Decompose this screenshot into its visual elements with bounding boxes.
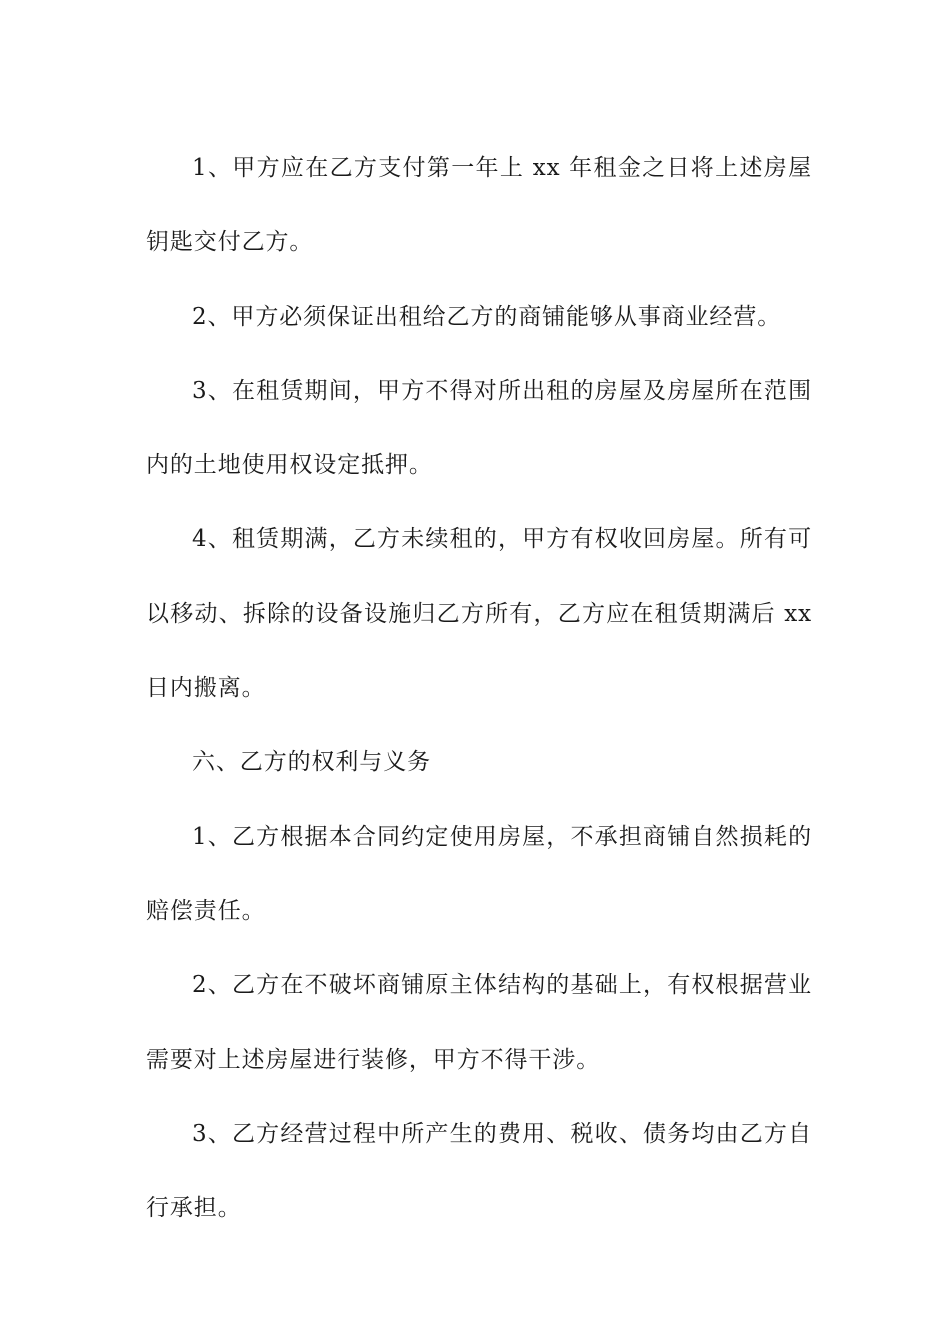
paragraph-tenant-expenses: 3、乙方经营过程中所产生的费用、税收、债务均由乙方自行承担。 (146, 1120, 812, 1222)
paragraph-tenant-renovation: 2、乙方在不破坏商铺原主体结构的基础上，有权根据营业需要对上述房屋进行装修，甲方不得干涉。 (146, 972, 812, 1073)
paragraph-landlord-business-guarantee: 2、甲方必须保证出租给乙方的商铺能够从事商业经营。 (192, 303, 782, 330)
paragraph-tenant-use: 1、乙方根据本合同约定使用房屋，不承担商铺自然损耗的赔偿责任。 (146, 823, 812, 924)
paragraph-lease-expiry: 4、租赁期满，乙方未续租的，甲方有权收回房屋。所有可以移动、拆除的设备设施归乙方所有，乙方应在租赁期满后 xx 日内搬离。 (146, 526, 812, 702)
document-body (146, 131, 812, 1245)
paragraph-landlord-key-delivery: 1、甲方应在乙方支付第一年上 xx 年租金之日将上述房屋钥匙交付乙方。 (146, 155, 812, 256)
section-heading-tenant-rights: 六、乙方的权利与义务 (192, 749, 431, 776)
paragraph-landlord-no-mortgage: 3、在租赁期间，甲方不得对所出租的房屋及房屋所在范围内的土地使用权设定抵押。 (146, 377, 812, 479)
